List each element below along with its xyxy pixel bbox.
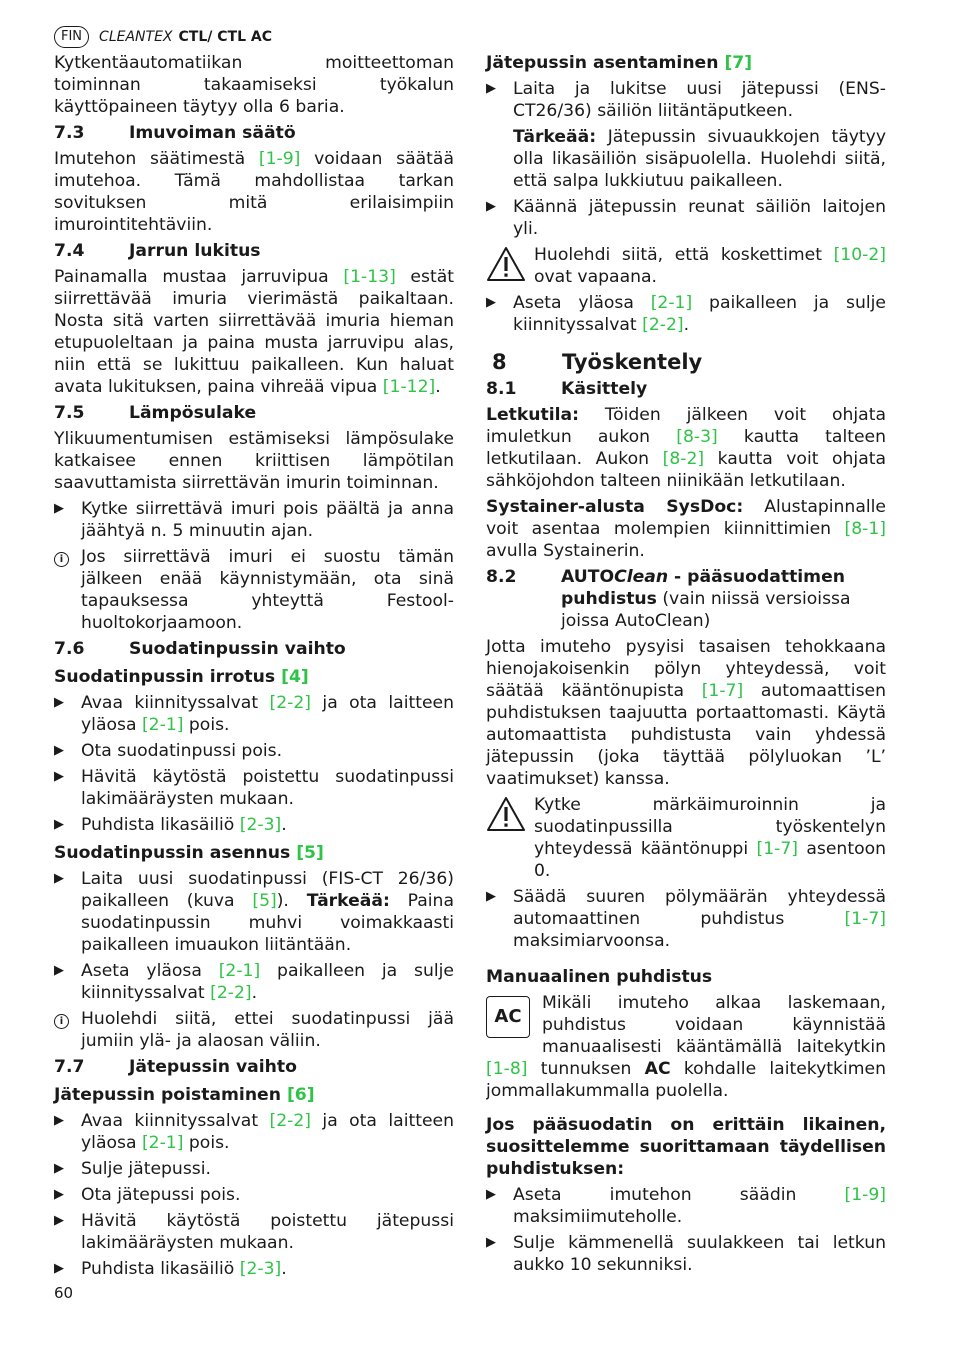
text: - pääsuodattimen puhdistus xyxy=(561,567,845,609)
subheading-text: Jätepussin poistaminen xyxy=(54,1085,287,1105)
text: Painamalla mustaa jarruvipua xyxy=(54,267,344,287)
text: Jätepussin sivuaukkojen täytyy olla likasäiliön sisäpuolella. Huolehdi siitä, että salpa lukkiutuu paikalleen. xyxy=(513,127,886,191)
figure-ref: [1-7] xyxy=(701,681,744,701)
text: Avaa kiinnityssalvat xyxy=(81,693,270,713)
list-item-text: Sulje kämmenellä suulakkeen tai letkun aukko 10 sekunniksi. xyxy=(513,1233,886,1275)
section-title: Jarrun lukitus xyxy=(129,241,261,261)
figure-ref: [5] xyxy=(252,891,277,911)
info-note xyxy=(54,1008,454,1052)
text: Mikäli imuteho alkaa laskemaan, puhdistus voidaan käynnistää manuaalisesti kääntämällä laitekytkin xyxy=(542,993,886,1057)
section-8-1-heading xyxy=(486,378,886,400)
list-item-text: Hävitä käytöstä poistettu suodatinpussi lakimääräysten mukaan. xyxy=(81,767,454,809)
info-icon: i xyxy=(54,1014,69,1029)
brand-name: CLEANTEX xyxy=(99,29,173,45)
figure-ref: [2-1] xyxy=(141,715,184,735)
info-icon-wrap xyxy=(54,546,81,634)
figure-ref: [1-7] xyxy=(844,909,886,929)
text: Aseta yläosa xyxy=(513,293,651,313)
emphasis: Tärkeää: xyxy=(306,891,390,911)
section-title: Lämpösulake xyxy=(129,403,257,423)
list-item-text: Käännä jätepussin reunat säiliön laitojen yli. xyxy=(513,197,886,239)
text: paikalleen ja sulje kiinnityssalvat xyxy=(81,961,454,1003)
bullet-arrow-icon: ▶ xyxy=(54,963,64,978)
list-item-text xyxy=(513,886,886,952)
figure-ref: [2-1] xyxy=(141,1133,184,1153)
left-column xyxy=(54,52,454,1284)
text: pois. xyxy=(183,1133,230,1153)
list-item xyxy=(54,1110,454,1154)
bullet-arrow-icon: ▶ xyxy=(54,501,64,516)
emphasis: Letkutila: xyxy=(486,405,579,425)
subheading: Manuaalinen puhdistus xyxy=(486,967,713,987)
text: . xyxy=(281,815,287,835)
text: . xyxy=(435,377,441,397)
bullet-arrow-icon: ▶ xyxy=(54,1113,64,1128)
figure-ref: [1-12] xyxy=(382,377,436,397)
text: Puhdista likasäiliö xyxy=(81,1259,240,1279)
bullet-arrow-icon: ▶ xyxy=(486,889,496,904)
section-number: 8.2 xyxy=(486,567,517,587)
bullet-arrow-icon: ▶ xyxy=(54,1187,64,1202)
bullet-arrow-icon: ▶ xyxy=(486,1235,496,1250)
list-item xyxy=(486,886,886,952)
text: Aseta yläosa xyxy=(81,961,219,981)
section-number: 8.1 xyxy=(486,379,517,399)
section-title: Työskentely xyxy=(562,350,703,374)
right-column xyxy=(486,52,886,1280)
figure-ref: [2-2] xyxy=(269,1111,311,1131)
figure-ref: [2-2] xyxy=(269,693,311,713)
list-item xyxy=(486,292,886,336)
text: Alustapinnalle voit asentaa molempien kiinnittimien xyxy=(486,497,886,539)
list-item-text xyxy=(81,960,454,1004)
bullet-arrow-icon: ▶ xyxy=(54,1213,64,1228)
section-7-5-heading xyxy=(54,402,454,424)
warning-note xyxy=(486,244,886,288)
figure-ref: [10-2] xyxy=(833,245,886,265)
list-item-text xyxy=(81,1110,454,1154)
figure-ref: [8-2] xyxy=(662,449,705,469)
figure-ref: [5] xyxy=(296,843,324,863)
figure-ref: [7] xyxy=(724,53,753,73)
warning-triangle-icon xyxy=(486,246,526,282)
text: AUTO xyxy=(561,567,615,587)
info-text: Jos siirrettävä imuri ei suostu tämän jälkeen enää käynnistymään, ota sinä tapauksessa yhteyttä Festool-huoltokorjaamoon. xyxy=(81,547,454,633)
bullet-arrow-icon: ▶ xyxy=(486,199,496,214)
warning-text xyxy=(534,794,886,882)
bullet-arrow-icon: ▶ xyxy=(486,1187,496,1202)
figure-ref: [1-7] xyxy=(756,839,798,859)
text: Puhdista likasäiliö xyxy=(81,815,240,835)
manual-cleaning-block xyxy=(486,992,886,1102)
text: automaattisen puhdistuksen taajuutta portaattomasti. Käytä automaattista puhdistusta vain yhdessä jätepussin (joka täyttää pölyluokan ’L’ vaatimukset) kanssa. xyxy=(486,681,886,789)
list-item xyxy=(54,740,454,762)
info-text: Huolehdi siitä, ettei suodatinpussi jää jumiin ylä- ja alaosan väliin. xyxy=(81,1009,454,1051)
figure-ref: [1-9] xyxy=(258,149,301,169)
section-number: 7.7 xyxy=(54,1057,85,1077)
list-item xyxy=(54,1184,454,1206)
bullet-arrow-icon: ▶ xyxy=(54,817,64,832)
list-item xyxy=(54,498,454,542)
section-8-2-heading xyxy=(486,566,886,632)
text: kautta voit ohjata sähköjohdon talteen niinikään letkutilaan. xyxy=(486,449,886,491)
info-note xyxy=(54,546,454,634)
list-item-text: Kytke siirrettävä imuri pois päältä ja anna jäähtyä n. 5 minuutin ajan. xyxy=(81,499,454,541)
text: kautta talteen letkutilaan. Aukon xyxy=(486,427,887,469)
section-7-5-text: Ylikuumentumisen estämiseksi lämpösulake katkaisee ennen kriittisen lämpötilan saavuttamista siirrettävän imurin toiminnan. xyxy=(54,429,454,493)
text: kohdalle laitekytkimen jommallakummalla puolella. xyxy=(486,1059,886,1101)
section-number: 7.3 xyxy=(54,123,85,143)
subheading-text: Suodatinpussin asennus xyxy=(54,843,297,863)
text: estät siirrettävää imuria vierimästä paikaltaan. Nosta sitä varten siirrettävää imuria hieman etupuoleltaan ja paina musta jarruvipu alas, niin että se lukittuu paikalleen. Kun haluat avata lukituksen, paina vihreää vipua xyxy=(54,267,454,397)
list-item xyxy=(54,766,454,810)
list-item-text: Ota jätepussi pois. xyxy=(81,1185,241,1205)
subheading xyxy=(486,52,886,74)
model-name: CTL/ CTL AC xyxy=(178,29,272,45)
text: Jotta imuteho pysyisi tasaisen tehokkaana hienojakoisenkin pölyn yhteydessä, voit säätää kääntönupista xyxy=(486,637,886,701)
section-title: Suodatinpussin vaihto xyxy=(129,639,346,659)
text: avulla Systainerin. xyxy=(486,541,645,561)
section-7-6-heading xyxy=(54,638,454,660)
section-8-heading xyxy=(486,348,886,376)
text: Clean xyxy=(614,567,669,587)
language-badge: FIN xyxy=(54,26,89,48)
autoclean-paragraph xyxy=(486,636,886,790)
warning-note xyxy=(486,794,886,882)
bullet-arrow-icon: ▶ xyxy=(54,769,64,784)
list-item xyxy=(54,814,454,836)
list-item xyxy=(486,78,886,122)
subheading xyxy=(54,842,454,864)
list-item xyxy=(54,692,454,736)
emphasis: Tärkeää: xyxy=(513,127,597,147)
list-item-text xyxy=(81,692,454,736)
warning-icon-wrap xyxy=(486,244,534,288)
text: ja ota laitteen yläosa xyxy=(81,1111,454,1153)
list-item-text xyxy=(513,1184,886,1228)
text: Kytke märkäimuroinnin ja suodatinpussilla työskentelyn yhteydessä kääntönuppi xyxy=(534,795,886,859)
figure-ref: [8-1] xyxy=(844,519,886,539)
subheading-text: Jätepussin asentaminen xyxy=(486,53,725,73)
list-item xyxy=(486,1232,886,1276)
text: . xyxy=(683,315,690,335)
list-item-text: Ota suodatinpussi pois. xyxy=(81,741,283,761)
ac-symbol-icon: AC xyxy=(486,996,530,1038)
text: tunnuksen xyxy=(527,1059,645,1079)
list-item-text xyxy=(81,868,454,956)
figure-ref: [2-3] xyxy=(239,1259,282,1279)
figure-ref: [1-8] xyxy=(486,1059,528,1079)
list-item xyxy=(54,1258,454,1280)
text: (vain niissä versioissa joissa AutoClean) xyxy=(561,589,851,631)
list-item-text xyxy=(81,1258,454,1280)
info-icon-wrap xyxy=(54,1008,81,1052)
text: asentoon 0. xyxy=(534,839,886,881)
text: . xyxy=(281,1259,287,1279)
section-7-4-text xyxy=(54,266,454,398)
text: Paina suodatinpussin muhvi voimakkaasti paikalleen imuaukon liitäntään. xyxy=(81,891,454,955)
bullet-arrow-icon: ▶ xyxy=(486,81,496,96)
section-7-7-heading xyxy=(54,1056,454,1078)
section-number: 7.6 xyxy=(54,639,85,659)
text: maksimiimuteholle. xyxy=(513,1207,683,1227)
text: pois. xyxy=(183,715,230,735)
info-icon: i xyxy=(54,552,69,567)
text: Huolehdi siitä, että koskettimet xyxy=(534,245,834,265)
bullet-arrow-icon: ▶ xyxy=(486,295,496,310)
list-item xyxy=(54,868,454,956)
text: paikalleen ja sulje kiinnityssalvat xyxy=(513,293,886,335)
list-item-text: Laita ja lukitse uusi jätepussi (ENS-CT26/36) säiliön liitäntäputkeen. xyxy=(513,79,886,121)
emphasis: AC xyxy=(644,1059,671,1079)
text: Säädä suuren pölymäärän yhteydessä automaattinen puhdistus xyxy=(513,887,886,929)
section-7-3-text xyxy=(54,148,454,236)
emphasis: Systainer-alusta SysDoc: xyxy=(486,497,744,517)
figure-ref: [1-9] xyxy=(844,1185,886,1205)
warning-icon-wrap xyxy=(486,794,534,882)
bullet-arrow-icon: ▶ xyxy=(54,1261,64,1276)
text: ovat vapaana. xyxy=(534,267,657,287)
figure-ref: [8-3] xyxy=(676,427,718,447)
sysdoc-paragraph xyxy=(486,496,886,562)
warning-triangle-icon xyxy=(486,796,526,832)
text: maksimiarvoonsa. xyxy=(513,931,671,951)
list-item-text: Sulje jätepussi. xyxy=(81,1159,211,1179)
list-item-text xyxy=(513,292,886,336)
list-item xyxy=(54,960,454,1004)
text: ). xyxy=(276,891,307,911)
subheading xyxy=(54,666,454,688)
page-header xyxy=(54,26,272,48)
warning-text xyxy=(534,244,886,288)
figure-ref: [2-2] xyxy=(210,983,252,1003)
figure-ref: [2-1] xyxy=(218,961,261,981)
figure-ref: [2-2] xyxy=(642,315,684,335)
subheading xyxy=(54,1084,454,1106)
section-number: 8 xyxy=(492,350,507,374)
list-item xyxy=(54,1158,454,1180)
list-item xyxy=(486,1184,886,1228)
list-item xyxy=(54,1210,454,1254)
bullet-arrow-icon: ▶ xyxy=(54,695,64,710)
important-note xyxy=(513,126,886,192)
text: Laita uusi suodatinpussi (FIS-CT 26/36) paikalleen (kuva xyxy=(81,869,454,911)
section-7-3-heading xyxy=(54,122,454,144)
text: . xyxy=(251,983,258,1003)
text: Töiden jälkeen voit ohjata imuletkun aukon xyxy=(486,405,886,447)
section-title: Jätepussin vaihto xyxy=(129,1057,297,1077)
subheading-text: Suodatinpussin irrotus xyxy=(54,667,282,687)
text: Avaa kiinnityssalvat xyxy=(81,1111,270,1131)
section-number: 7.4 xyxy=(54,241,85,261)
recommendation-text: Jos pääsuodatin on erittäin likainen, suosittelemme suorittamaan täydellisen puhdistuksen: xyxy=(486,1115,886,1179)
text: Imutehon säätimestä xyxy=(54,149,259,169)
text: ja ota laitteen yläosa xyxy=(81,693,454,735)
list-item xyxy=(486,196,886,240)
figure-ref: [1-13] xyxy=(343,267,396,287)
figure-ref: [6] xyxy=(286,1085,315,1105)
section-7-4-heading xyxy=(54,240,454,262)
bullet-arrow-icon: ▶ xyxy=(54,871,64,886)
text: Aseta imutehon säädin xyxy=(513,1185,845,1205)
figure-ref: [2-1] xyxy=(650,293,693,313)
list-item-text xyxy=(81,814,454,836)
hose-storage-paragraph xyxy=(486,404,886,492)
list-item-text: Hävitä käytöstä poistettu jätepussi lakimääräysten mukaan. xyxy=(81,1211,454,1253)
figure-ref: [2-3] xyxy=(239,815,282,835)
section-number: 7.5 xyxy=(54,403,85,423)
text: voidaan säätää imutehoa. Tämä mahdollistaa tarkan sovituksen mitä erilaisimpiin imurointitehtäviin. xyxy=(54,149,454,235)
manual-cleaning-text xyxy=(486,992,886,1102)
section-title: Käsittely xyxy=(561,379,648,399)
figure-ref: [4] xyxy=(281,667,309,687)
bullet-arrow-icon: ▶ xyxy=(54,1161,64,1176)
section-title xyxy=(561,566,886,632)
intro-paragraph: Kytkentäautomatiikan moitteettoman toiminnan takaamiseksi työkalun käyttöpaineen täytyy olla 6 baria. xyxy=(54,53,454,117)
bullet-arrow-icon: ▶ xyxy=(54,743,64,758)
page-number: 60 xyxy=(54,1284,74,1302)
section-title: Imuvoiman säätö xyxy=(129,123,296,143)
